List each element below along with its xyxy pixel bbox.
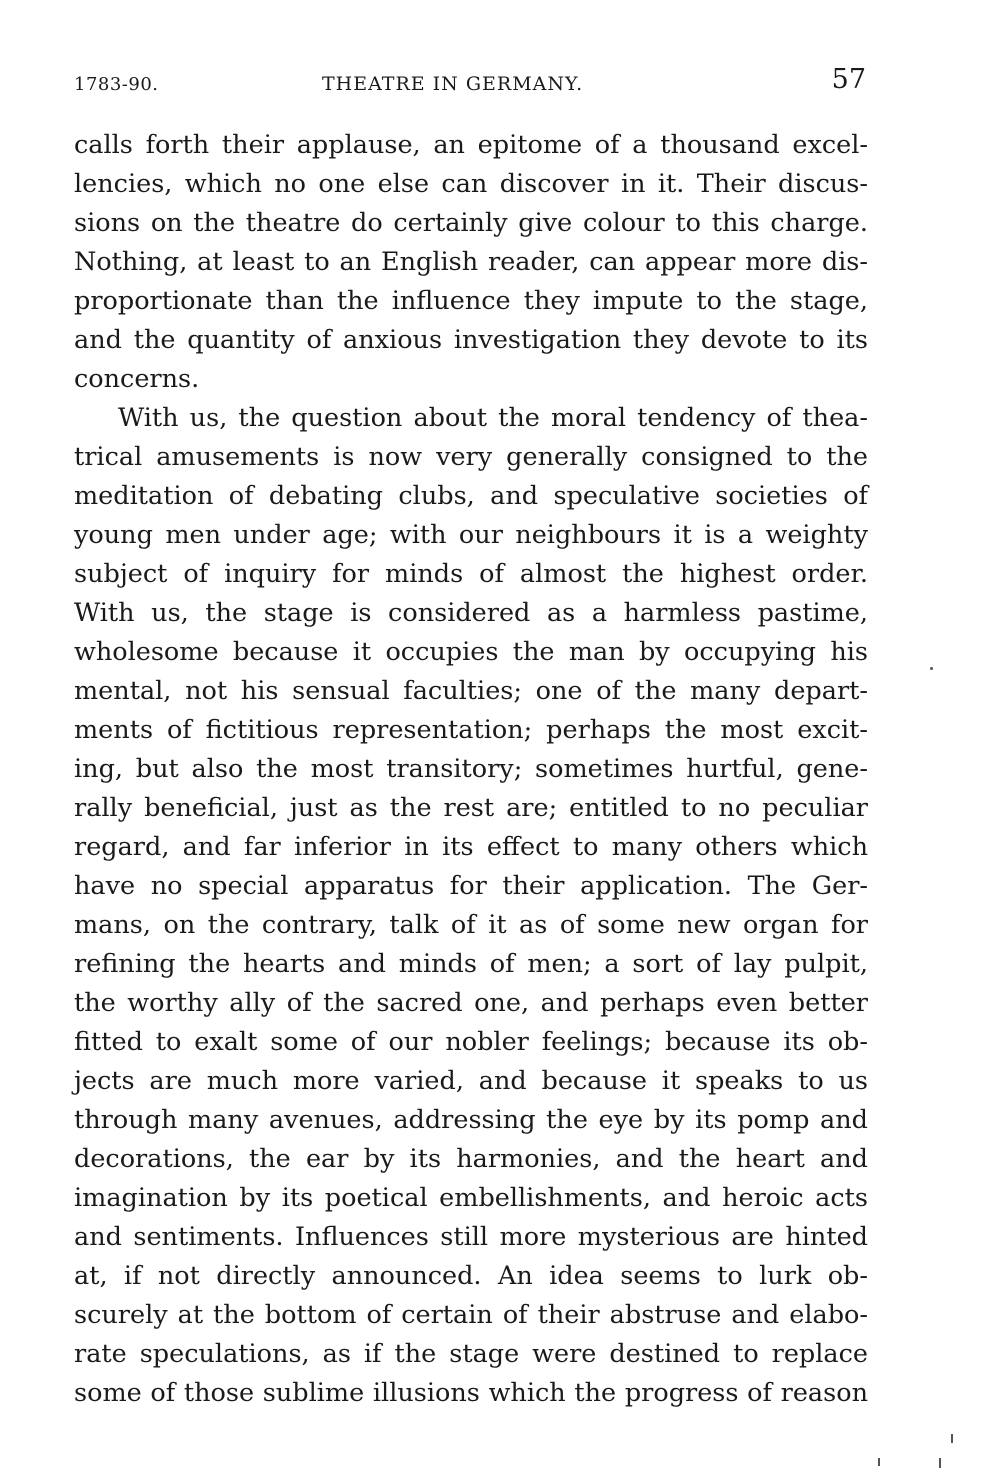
body-text	[74, 126, 868, 1413]
text-line: subject of inquiry for minds of almost the highest order.	[74, 559, 868, 589]
text-line: With us, the question about the moral tendency of thea-	[118, 403, 868, 433]
text-line: have no special apparatus for their application. The Ger-	[74, 871, 868, 901]
text-line: and the quantity of anxious investigation they devote to its	[74, 325, 868, 355]
text-line: Nothing, at least to an English reader, can appear more dis-	[74, 247, 868, 277]
page-number: 57	[831, 64, 866, 95]
text-line: and sentiments. Influences still more mysterious are hinted	[74, 1222, 868, 1252]
text-line: some of those sublime illusions which the progress of reason	[74, 1378, 868, 1408]
text-line: the worthy ally of the sacred one, and perhaps even better	[74, 988, 868, 1018]
scan-speck	[939, 1458, 941, 1468]
text-line: trical amusements is now very generally consigned to the	[74, 442, 868, 472]
text-line: rate speculations, as if the stage were destined to replace	[74, 1339, 868, 1369]
text-line: proportionate than the influence they impute to the stage,	[74, 286, 868, 316]
scan-speck	[930, 667, 933, 670]
running-head	[74, 64, 870, 104]
text-line: regard, and far inferior in its effect to many others which	[74, 832, 868, 862]
text-line: jects are much more varied, and because it speaks to us	[74, 1066, 868, 1096]
text-line: mans, on the contrary, talk of it as of some new organ for	[74, 910, 868, 940]
text-line: With us, the stage is considered as a harmless pastime,	[74, 598, 868, 628]
paragraph-1	[74, 126, 868, 399]
text-line: ing, but also the most transitory; sometimes hurtful, gene-	[74, 754, 868, 784]
paragraph-2	[74, 399, 868, 1413]
text-line: concerns.	[74, 364, 200, 394]
text-line: calls forth their applause, an epitome of a thousand excel-	[74, 130, 868, 160]
text-line: fitted to exalt some of our nobler feelings; because its ob-	[74, 1027, 868, 1057]
text-line: scurely at the bottom of certain of their abstruse and elabo-	[74, 1300, 868, 1330]
scan-speck	[951, 1434, 953, 1443]
scan-speck	[878, 1458, 880, 1466]
text-line: refining the hearts and minds of men; a sort of lay pulpit,	[74, 949, 868, 979]
text-line: through many avenues, addressing the eye by its pomp and	[74, 1105, 868, 1135]
header-date-range: 1783-90.	[74, 74, 159, 95]
text-line: young men under age; with our neighbours it is a weighty	[74, 520, 868, 550]
text-line: at, if not directly announced. An idea seems to lurk ob-	[74, 1261, 868, 1291]
header-title: THEATRE IN GERMANY.	[322, 73, 584, 95]
text-line: lencies, which no one else can discover in it. Their discus-	[74, 169, 868, 199]
text-line: decorations, the ear by its harmonies, and the heart and	[74, 1144, 868, 1174]
text-line: mental, not his sensual faculties; one of the many depart-	[74, 676, 868, 706]
text-line: sions on the theatre do certainly give colour to this charge.	[74, 208, 868, 238]
text-line: meditation of debating clubs, and speculative societies of	[74, 481, 868, 511]
text-line: imagination by its poetical embellishments, and heroic acts	[74, 1183, 868, 1213]
text-line: ments of fictitious representation; perhaps the most excit-	[74, 715, 868, 745]
text-line: rally beneficial, just as the rest are; entitled to no peculiar	[74, 793, 868, 823]
text-line: wholesome because it occupies the man by occupying his	[74, 637, 868, 667]
